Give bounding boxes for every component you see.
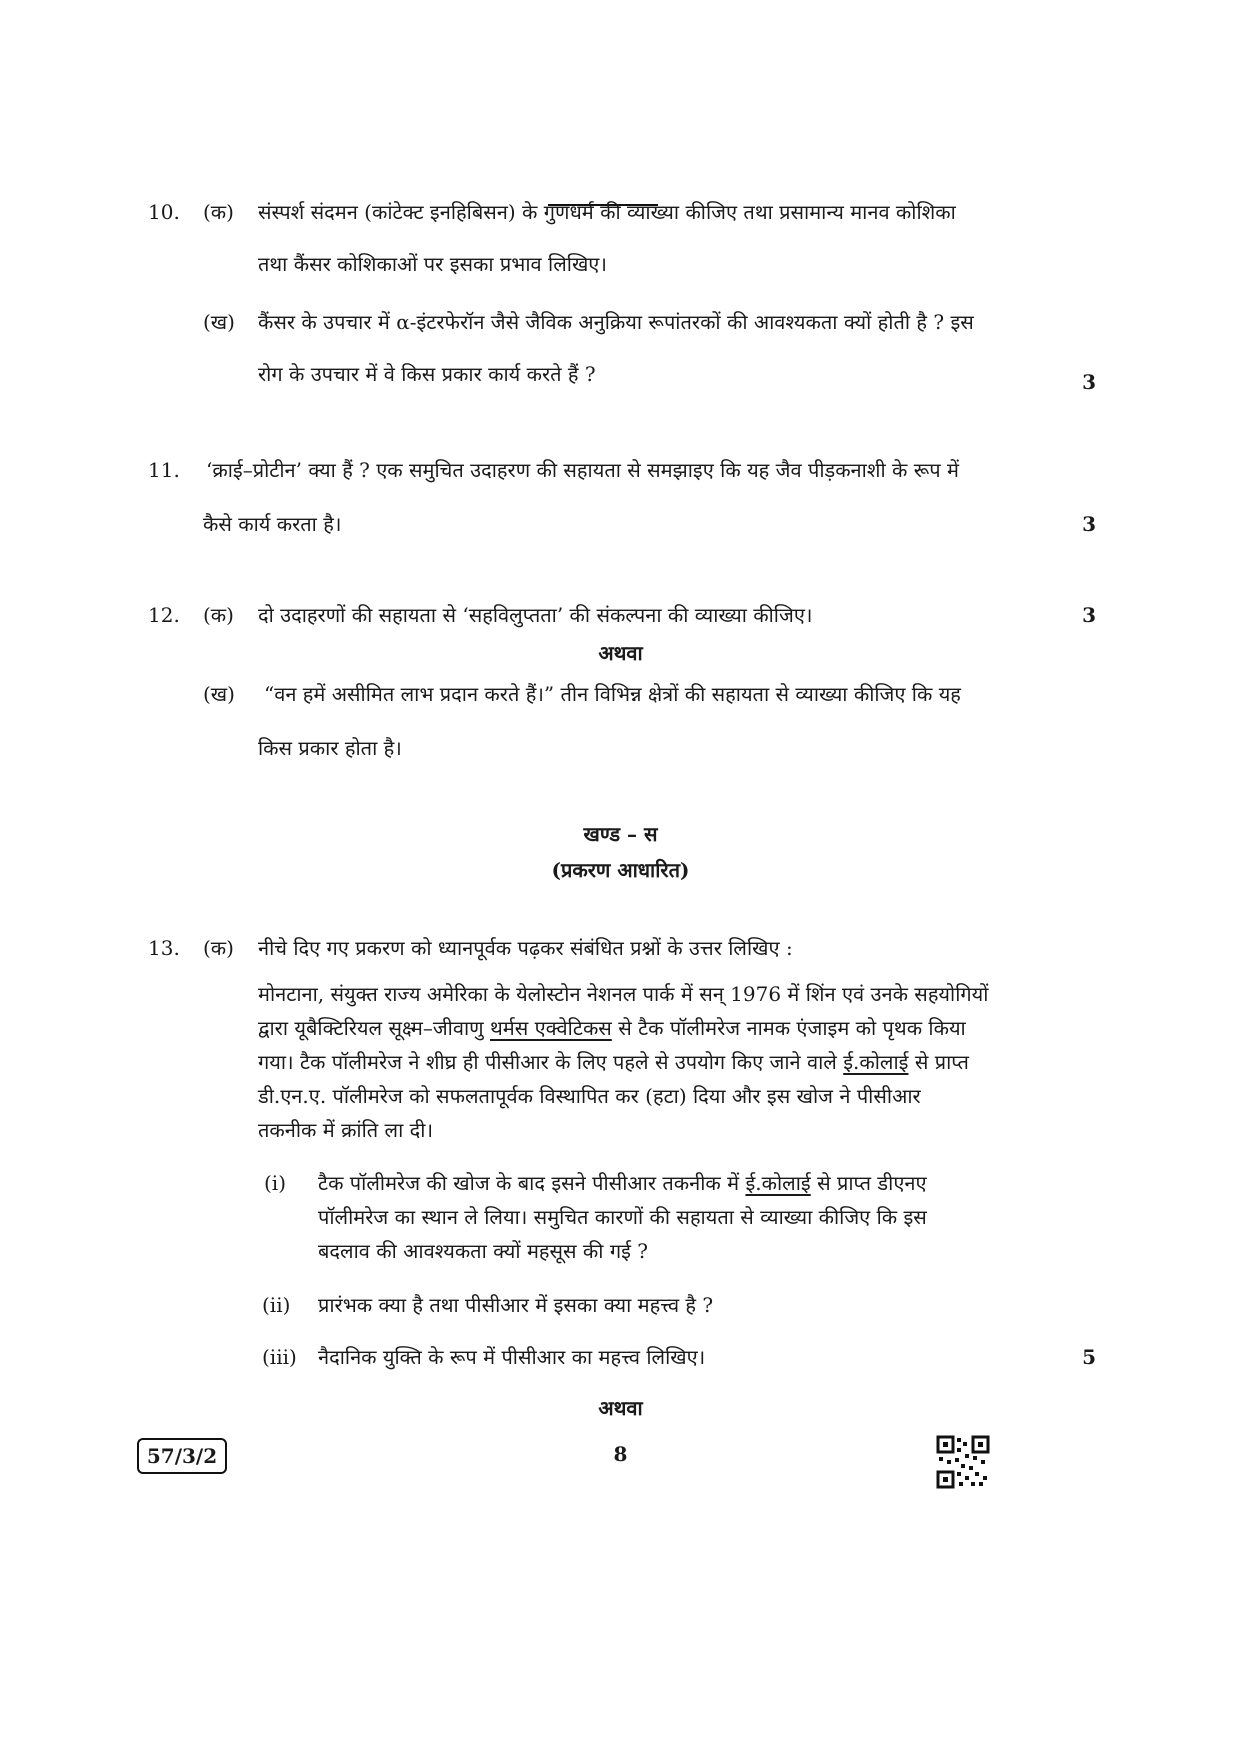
q13-passage-part: गया। टैक पॉलीमरेज ने शीघ्र ही पीसीआर के लिए पहले से उपयोग किए जाने वाले — [258, 1050, 837, 1074]
q13-intro: नीचे दिए गए प्रकरण को ध्यानपूर्वक पढ़कर संबंधित प्रश्नों के उत्तर लिखिए : — [258, 936, 793, 960]
q10-part-a-label: (क) — [203, 200, 234, 224]
q10-part-b-line2: रोग के उपचार में वे किस प्रकार कार्य करते हैं ? — [258, 362, 596, 386]
q13-passage-line5: तकनीक में क्रांति ला दी। — [258, 1118, 434, 1142]
q13-sub-i-label: (i) — [264, 1171, 287, 1195]
q13-sub-i-line3: बदलाव की आवश्यकता क्यों महसूस की गई ? — [318, 1239, 648, 1263]
q10-marks: 3 — [1082, 370, 1096, 394]
q13-passage-part: द्वारा यूबैक्टिरियल सूक्ष्म–जीवाणु — [258, 1016, 484, 1040]
q12-number: 12. — [148, 603, 180, 627]
q13-passage-line4: डी.एन.ए. पॉलीमरेज को सफलतापूर्वक विस्थापित कर (हटा) दिया और इस खोज ने पीसीआर — [258, 1084, 921, 1108]
q12-part-b-line1: “वन हमें असीमित लाभ प्रदान करते हैं।” तीन विभिन्न क्षेत्रों की सहायता से व्याख्या कीजिए कि यह — [264, 682, 961, 706]
q11-marks: 3 — [1082, 512, 1096, 536]
section-subtitle: (प्रकरण आधारित) — [551, 858, 690, 882]
q13-passage-line2 — [258, 1011, 966, 1045]
q12-marks: 3 — [1082, 603, 1096, 627]
q13-sub-i-part: टैक पॉलीमरेज की खोज के बाद इसने पीसीआर तकनीक में — [318, 1171, 740, 1195]
q13-part-a-label: (क) — [203, 936, 234, 960]
q11-number: 11. — [148, 458, 180, 482]
q13-marks: 5 — [1082, 1345, 1096, 1369]
q13-number: 13. — [148, 936, 180, 960]
page-number: 8 — [613, 1442, 628, 1466]
q12-part-a-label: (क) — [203, 603, 234, 627]
q12-or-text: अथवा — [598, 641, 643, 665]
q13-passage-line3 — [258, 1045, 969, 1079]
q13-sub-i-ecoli: ई.कोलाई — [745, 1171, 811, 1195]
q10-part-a-line1: संस्पर्श संदमन (कांटेक्ट इनहिबिसन) के गुणधर्म की व्याख्या कीजिए तथा प्रसामान्य मानव कोशिका — [258, 200, 956, 224]
q13-passage-line1: मोनटाना, संयुक्त राज्य अमेरिका के येलोस्टोन नेशनल पार्क में सन् 1976 में शिंन एवं उनके सहयोगियों — [258, 982, 989, 1006]
q13-sub-ii-label: (ii) — [262, 1293, 291, 1317]
q12-part-b-line2: किस प्रकार होता है। — [258, 736, 402, 760]
q13-passage-part: से प्राप्त — [914, 1050, 969, 1074]
q10-number: 10. — [148, 200, 180, 224]
q13-sub-i-part: से प्राप्त डीएनए — [817, 1171, 927, 1195]
q13-or-text: अथवा — [598, 1396, 643, 1420]
paper-code-badge: 57/3/2 — [137, 1438, 227, 1474]
q12-part-b-label: (ख) — [203, 682, 235, 706]
q13-passage-part: से टैक पॉलीमरेज नामक एंजाइम को पृथक किया — [618, 1016, 966, 1040]
q10-part-a-line2: तथा कैंसर कोशिकाओं पर इसका प्रभाव लिखिए। — [258, 252, 607, 276]
q13-sub-i-line1 — [318, 1166, 927, 1200]
q12-part-a-line1: दो उदाहरणों की सहायता से ‘सहविलुप्तता’ की संकल्पना की व्याख्या कीजिए। — [258, 603, 813, 627]
q13-sub-iii: नैदानिक युक्ति के रूप में पीसीआर का महत्त्व लिखिए। — [318, 1345, 706, 1369]
q13-sub-ii: प्रारंभक क्या है तथा पीसीआर में इसका क्या महत्त्व है ? — [318, 1293, 714, 1317]
q11-line2: कैसे कार्य करता है। — [203, 512, 342, 536]
q13-sub-i-line2: पॉलीमरेज का स्थान ले लिया। समुचित कारणों की सहायता से व्याख्या कीजिए कि इस — [318, 1205, 927, 1229]
section-title: खण्ड – स — [583, 822, 658, 846]
q13-sub-iii-label: (iii) — [262, 1345, 297, 1369]
q10-part-b-label: (ख) — [203, 310, 235, 334]
q13-ecoli-name: ई.कोलाई — [843, 1050, 909, 1074]
qr-code-icon — [936, 1435, 990, 1489]
q11-line1: ‘क्राई–प्रोटीन’ क्या हैं ? एक समुचित उदाहरण की सहायता से समझाइए कि यह जैव पीड़कनाशी के रूप में — [206, 458, 959, 482]
q10-part-b-line1: कैंसर के उपचार में α-इंटरफेरॉन जैसे जैविक अनुक्रिया रूपांतरकों की आवश्यकता क्यों होती है ? इस — [258, 310, 974, 334]
q13-organism-name: थर्मस एक्वेटिकस — [489, 1016, 612, 1040]
